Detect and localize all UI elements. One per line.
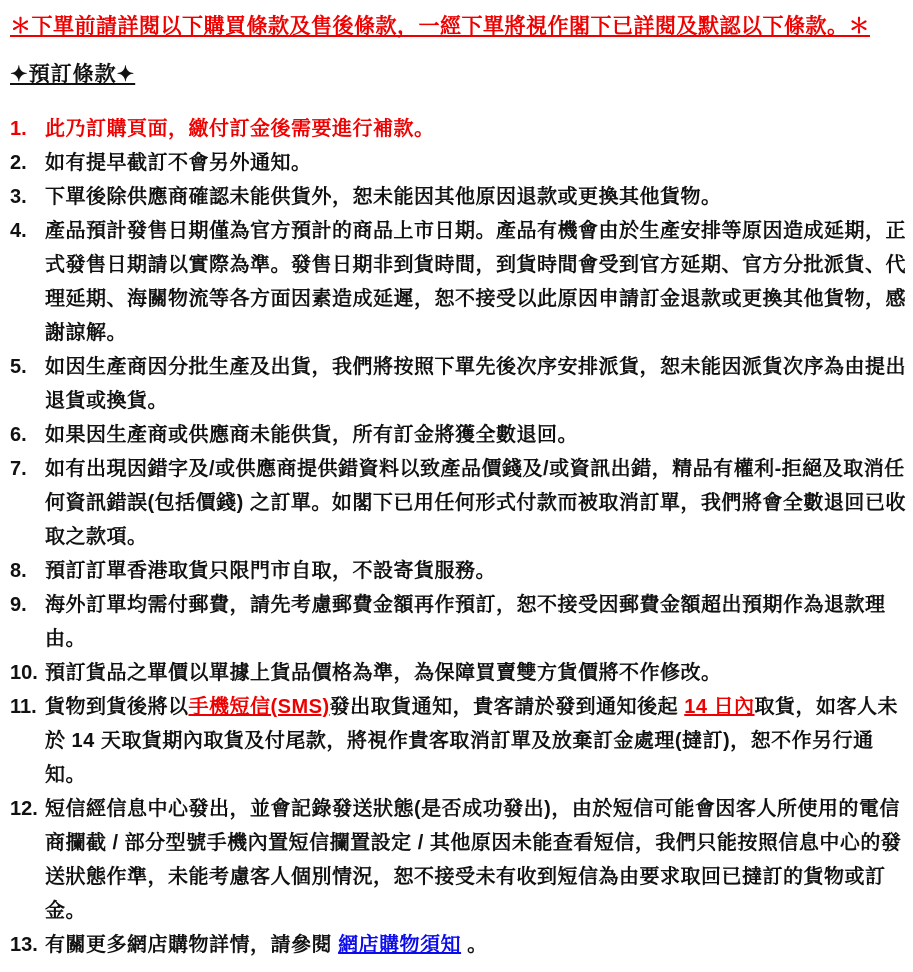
term-item-3 xyxy=(8,180,907,214)
term-text xyxy=(45,690,907,792)
terms-list xyxy=(8,112,907,962)
term-text xyxy=(45,928,907,962)
term-number: 10. xyxy=(10,662,38,684)
term-number: 7. xyxy=(10,458,27,480)
term-item-12 xyxy=(8,792,907,928)
term-number: 4. xyxy=(10,220,27,242)
term-text xyxy=(45,418,907,452)
term-segment: 如果因生產商或供應商未能供貨，所有訂金將獲全數退回。 xyxy=(45,424,578,446)
term-number: 2. xyxy=(10,152,27,174)
term-item-11 xyxy=(8,690,907,792)
term-segment-red-underline: 14 日內 xyxy=(684,696,755,718)
term-segment: 如有提早截訂不會另外通知。 xyxy=(45,152,312,174)
term-item-9 xyxy=(8,588,907,656)
term-segment: 發出取貨通知，貴客請於發到通知後起 xyxy=(329,696,685,718)
term-number: 11. xyxy=(10,696,37,718)
term-text xyxy=(45,214,907,350)
term-text xyxy=(45,112,907,146)
term-text xyxy=(45,180,907,214)
term-item-13 xyxy=(8,928,907,962)
section-heading-preorder-terms: ✦預訂條款✦ xyxy=(10,63,136,86)
term-number: 6. xyxy=(10,424,27,446)
term-segment: 下單後除供應商確認未能供貨外，恕未能因其他原因退款或更換其他貨物。 xyxy=(45,186,722,208)
term-number: 8. xyxy=(10,560,27,582)
term-segment: 如因生產商因分批生產及出貨，我們將按照下單先後次序安排派貨，恕未能因派貨次序為由提出退貨或換貨。 xyxy=(45,356,906,412)
term-item-2 xyxy=(8,146,907,180)
term-number: 5. xyxy=(10,356,27,378)
term-item-6 xyxy=(8,418,907,452)
term-item-8 xyxy=(8,554,907,588)
term-segment: 貨物到貨後將以 xyxy=(45,696,189,718)
term-segment-red-underline: 手機短信(SMS) xyxy=(188,696,330,718)
term-number: 12. xyxy=(10,798,38,820)
term-number: 3. xyxy=(10,186,27,208)
term-segment-red: 此乃訂購頁面，繳付訂金後需要進行補款。 xyxy=(45,118,435,140)
term-text xyxy=(45,792,907,928)
term-item-4 xyxy=(8,214,907,350)
term-text xyxy=(45,350,907,418)
term-number: 13. xyxy=(10,934,38,956)
term-number: 1. xyxy=(10,118,27,140)
term-text xyxy=(45,452,907,554)
term-item-7 xyxy=(8,452,907,554)
term-segment: 取貨，如客人未於 14 天取貨期內取貨及付尾款，將視作貴客取消訂單及放棄訂金處理(撻訂)，恕不作另行通知。 xyxy=(45,696,899,786)
term-item-5 xyxy=(8,350,907,418)
term-text xyxy=(45,588,907,656)
term-segment: 海外訂單均需付郵費，請先考慮郵費金額再作預訂，恕不接受因郵費金額超出預期作為退款理由。 xyxy=(45,594,886,650)
term-text xyxy=(45,554,907,588)
term-item-1 xyxy=(8,112,907,146)
term-segment: 預訂貨品之單價以單據上貨品價格為準，為保障買賣雙方貨價將不作修改。 xyxy=(45,662,722,684)
term-segment: 。 xyxy=(461,934,488,956)
term-text xyxy=(45,146,907,180)
term-segment: 產品預計發售日期僅為官方預計的商品上市日期。產品有機會由於生產安排等原因造成延期，正式發售日期請以實際為準。發售日期非到貨時間，到貨時間會受到官方延期、官方分批派貨、代理延期、海關物流等各方面因素造成延遲，恕不接受以此原因申請訂金退款或更換其他貨物，感謝諒解。 xyxy=(45,220,906,344)
term-text xyxy=(45,656,907,690)
term-segment: 預訂訂單香港取貨只限門市自取，不設寄貨服務。 xyxy=(45,560,496,582)
term-segment: 有關更多網店購物詳情，請參閱 xyxy=(45,934,339,956)
term-segment: 如有出現因錯字及/或供應商提供錯資料以致產品價錢及/或資訊出錯，精品有權利-拒絕及取消任何資訊錯誤(包括價錢) 之訂單。如閣下已用任何形式付款而被取消訂單，我們將會全數退回已收取之款項。 xyxy=(45,458,906,548)
preorder-warning-title: ＊下單前請詳閱以下購買條款及售後條款，一經下單將視作閣下已詳閱及默認以下條款。＊ xyxy=(10,15,870,38)
term-item-10 xyxy=(8,656,907,690)
store-shopping-guide-link[interactable]: 網店購物須知 xyxy=(338,934,462,956)
term-number: 9. xyxy=(10,594,27,616)
term-segment: 短信經信息中心發出，並會記錄發送狀態(是否成功發出)，由於短信可能會因客人所使用的電信商攔截 / 部分型號手機內置短信攔置設定 / 其他原因未能查看短信，我們只能按照信息中心的發送狀態作準，未能考慮客人個別情況，恕不接受未有收到短信為由要求取回已撻訂的貨物或訂金。 xyxy=(45,798,902,922)
